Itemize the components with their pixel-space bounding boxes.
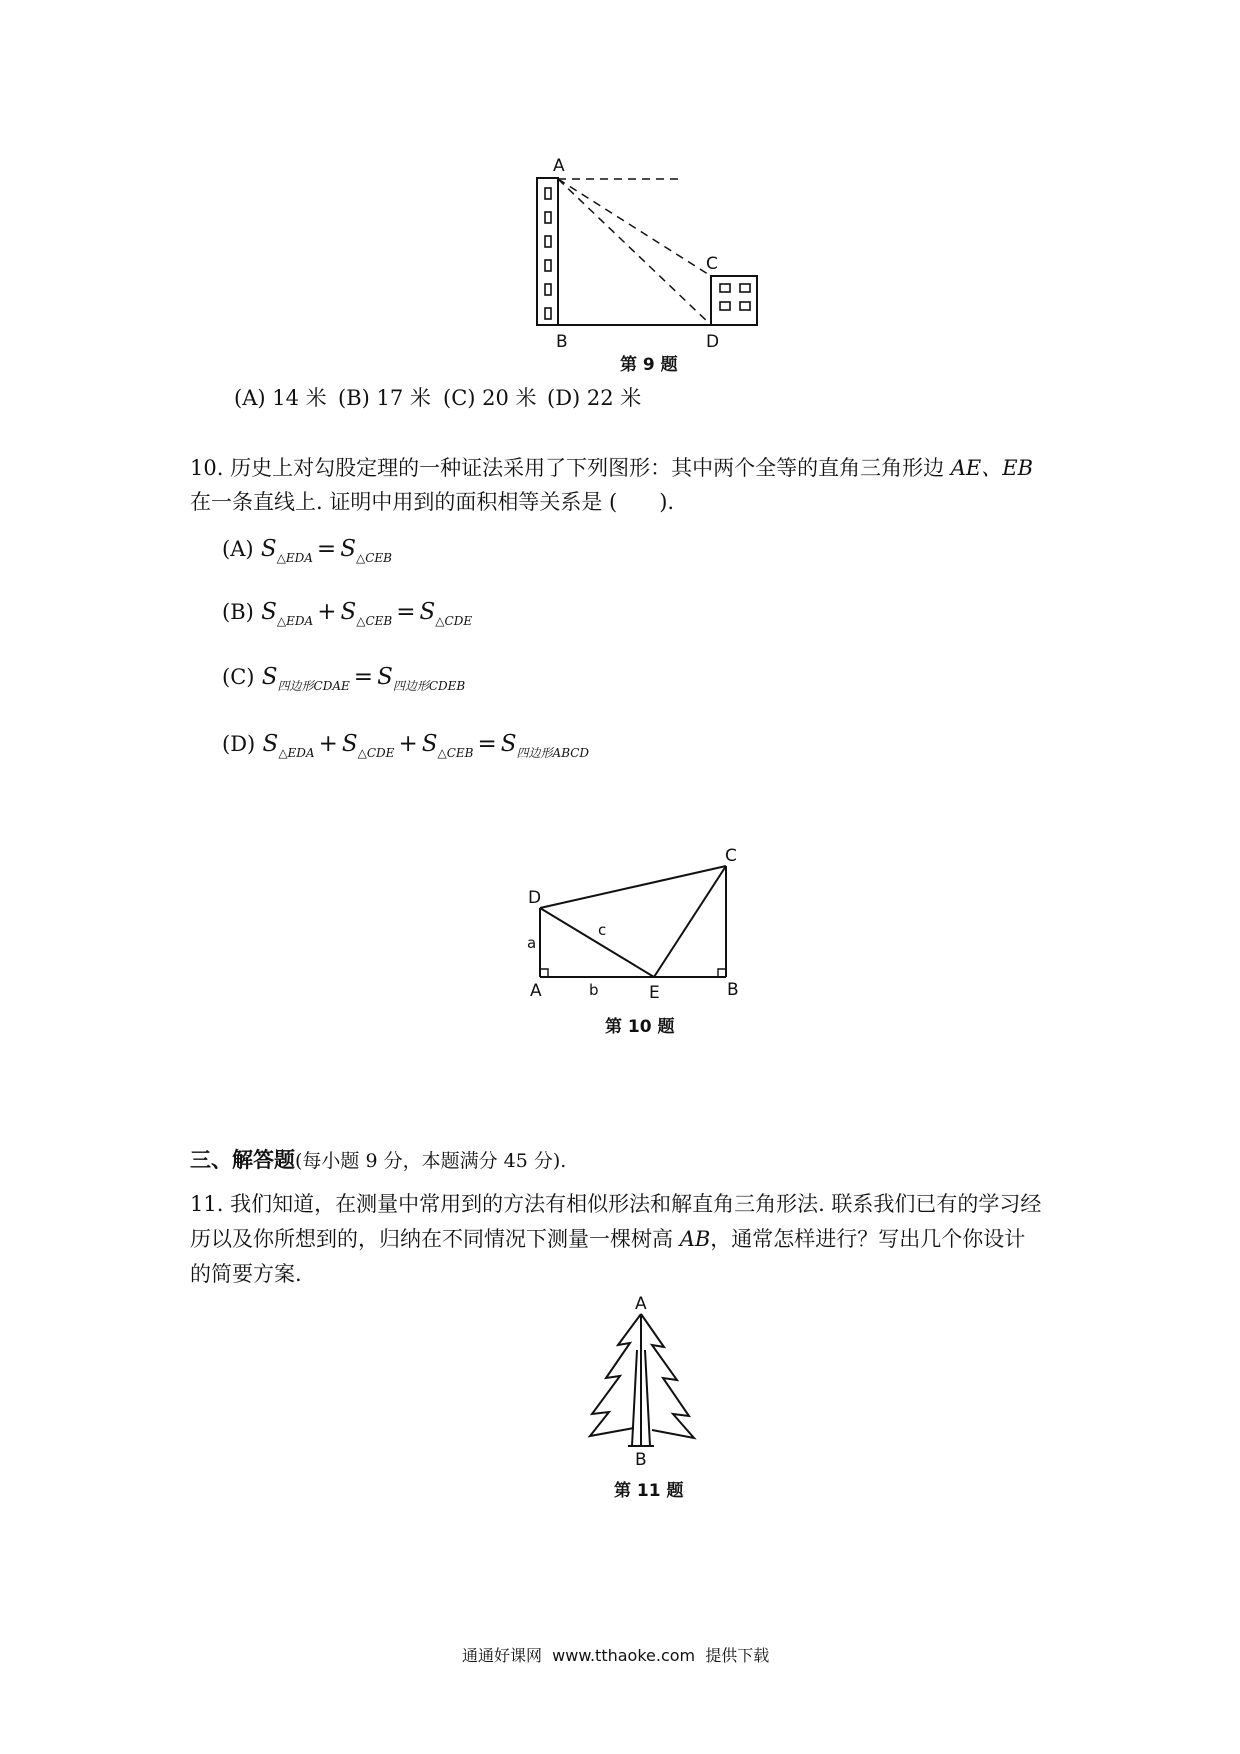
q10-label-d: D [528,888,542,908]
math-area-subscript: 四边形CDEB [392,679,466,693]
q11-line2-suffix: ，通常怎样进行？写出几个你设计 [710,1227,1026,1251]
q10-label-e: E [649,983,660,1003]
math-operator: = [396,599,416,625]
math-area-term: $S_{\triangle CEB}$ [340,536,392,565]
q9-label-c: C [706,254,718,274]
q10-label-b: B [727,980,739,1000]
math-area-subscript: 四边形ABCD [516,746,590,760]
math-area-term: $S_{四边形ABCD}$ [500,731,590,760]
q9-option-b: (B) 17 米 [338,386,431,410]
q10-option-b-label: (B) [222,600,254,624]
q11-label-a: A [635,1294,647,1314]
q10-stem-line1-vars: AE、EB [950,456,1034,480]
q11-line2-prefix: 历以及你所想到的，归纳在不同情况下测量一棵树高 [190,1227,680,1251]
math-operator: + [318,731,338,757]
math-area-term: $S_{四边形CDAE}$ [261,664,350,693]
q9-label-a: A [553,156,565,176]
q10-label-b-lower: b [589,981,599,999]
math-operator: + [398,731,418,757]
q10-label-c-lower: c [598,921,607,939]
q9-caption: 第 9 题 [620,355,678,375]
q9-option-d: (D) 22 米 [547,386,642,410]
q9-label-b: B [556,332,568,352]
math-area-term: $S_{\triangle CEB}$ [421,731,474,760]
q9-label-d: D [706,332,720,352]
section3-title: 三、解答题 [190,1147,295,1172]
math-area-subscript: 四边形CDAE [277,679,350,693]
math-operator: = [477,731,497,757]
math-area-subscript: △EDA [278,746,315,760]
q11-tree-trunk-left [632,1350,637,1446]
q10-stem-line2: 在一条直线上. 证明中用到的面积相等关系是 ( ). [190,490,675,514]
math-area-subscript: △CDE [435,614,473,628]
q10-label-a-lower: a [527,934,537,952]
math-area-term: $S_{\triangle CEB}$ [340,599,393,628]
q10-caption: 第 10 题 [605,1017,675,1037]
q10-option-d-label: (D) [222,732,256,756]
math-area-term: $S_{\triangle CDE}$ [419,599,473,628]
q10-option-a-label: (A) [222,537,254,561]
math-area-term: $S_{\triangle CDE}$ [341,731,395,760]
section3-note: (每小题 9 分，本题满分 45 分). [295,1150,567,1172]
math-area-subscript: △CDE [357,746,395,760]
q10-stem-line1-text: 10. 历史上对勾股定理的一种证法采用了下列图形：其中两个全等的直角三角形边 [190,456,951,480]
q9-option-a: (A) 14 米 [234,386,327,410]
q9-option-c: (C) 20 米 [443,386,537,410]
q11-tree-trunk-right [645,1350,650,1446]
q11-line3: 的简要方案. [190,1262,302,1286]
math-area-subscript: △EDA [276,614,314,628]
math-area-term: $S_{\triangle EDA}$ [262,731,315,760]
math-area-term: $S_{\triangle EDA}$ [260,536,313,565]
q11-line2-var: AB [679,1227,711,1251]
q11-line1: 11. 我们知道，在测量中常用到的方法有相似形法和解直角三角形法. 联系我们已有的学习经 [190,1192,1042,1216]
q11-label-b: B [635,1450,647,1470]
q10-label-a: A [530,981,542,1001]
math-area-subscript: △EDA [276,551,313,565]
q10-label-c: C [725,846,737,866]
math-area-term: $S_{四边形CDEB}$ [377,664,466,693]
math-area-subscript: △CEB [356,614,393,628]
page-footer: 通通好课网 www.tthaoke.com 提供下载 [462,1646,770,1665]
math-operator: + [317,599,337,625]
math-operator: = [353,664,374,690]
math-area-term: $S_{\triangle EDA}$ [261,599,314,628]
q10-option-c-label: (C) [222,665,255,689]
math-area-subscript: △CEB [437,746,474,760]
q11-caption: 第 11 题 [614,1481,684,1501]
math-operator: = [316,536,337,562]
math-area-subscript: △CEB [355,551,392,565]
